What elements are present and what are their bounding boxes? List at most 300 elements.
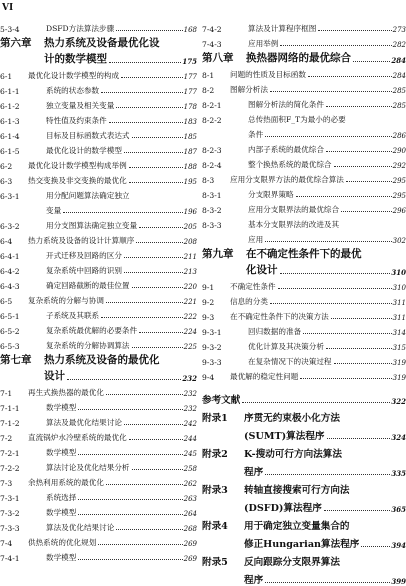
toc-leader-dots — [280, 273, 391, 274]
toc-entry-title: 子系统及其联系 — [46, 311, 100, 320]
toc-leader-dots — [303, 333, 391, 334]
toc-entry — [0, 201, 197, 216]
toc-leader-dots — [327, 438, 391, 439]
toc-entry-page: 311 — [392, 314, 406, 322]
toc-leader-dots — [116, 30, 182, 31]
toc-entry-number: 8-2 — [202, 86, 215, 95]
toc-entry-page: 188 — [183, 163, 197, 171]
toc-leader-dots — [98, 544, 182, 545]
toc-entry-number: 附录1 — [202, 413, 228, 424]
toc-leader-dots — [326, 151, 392, 152]
toc-entry-title: 复杂系统中回路的识别 — [46, 266, 122, 275]
toc-entry-page: 177 — [183, 88, 197, 96]
toc-leader-dots — [326, 106, 392, 107]
toc-entry-number: 9-3-1 — [202, 328, 222, 337]
toc-leader-dots — [265, 241, 391, 242]
toc-entry-number: 9-3-2 — [202, 343, 222, 352]
toc-entry-page: 224 — [183, 328, 197, 336]
toc-entry-title: (SUMT)算法程序 — [244, 431, 325, 442]
toc-leader-dots — [78, 499, 182, 500]
toc-entry-number: 6-1-5 — [0, 147, 20, 156]
toc-entry — [202, 292, 406, 307]
toc-entry-title: 最优化设计数学模型的构成 — [28, 71, 120, 80]
toc-leader-dots — [326, 348, 392, 349]
toc-entry-page: 310 — [391, 268, 406, 277]
toc-entry-title: 参考文献 — [202, 395, 241, 406]
toc-entry-page: 225 — [183, 343, 197, 351]
toc-entry-page: 365 — [391, 505, 406, 514]
toc-leader-dots — [63, 212, 182, 213]
toc-leader-dots — [136, 242, 182, 243]
toc-entry-number: 第六章 — [0, 37, 32, 49]
toc-entry-title: DSFD方法算法步骤 — [46, 24, 115, 33]
toc-entry-number: 8-2-1 — [202, 101, 222, 110]
toc-entry-page: 195 — [183, 178, 197, 186]
toc-entry — [0, 458, 197, 473]
toc-entry-page: 258 — [183, 465, 197, 473]
toc-entry-number: 附录2 — [202, 449, 228, 460]
toc-entry-title: 换热器网络的最优综合 — [246, 52, 351, 64]
toc-entry-number: 7-1-1 — [0, 404, 20, 413]
toc-entry-page: 221 — [183, 298, 197, 306]
toc-entry — [0, 291, 197, 306]
toc-entry-title: 问题的性质及目标函数 — [230, 70, 306, 79]
toc-entry-title: 算法及优化结果讨论 — [46, 523, 115, 532]
toc-entry-title: 数学模型 — [46, 508, 77, 517]
toc-entry — [202, 110, 406, 125]
toc-entry-number: 8-1 — [202, 71, 215, 80]
toc-entry — [202, 388, 406, 406]
toc-entry — [202, 568, 406, 586]
toc-entry-number: 附录4 — [202, 521, 228, 532]
toc-entry — [202, 532, 406, 550]
toc-entry — [202, 185, 406, 200]
toc-leader-dots — [78, 409, 182, 410]
toc-entry-title: 算法及计算程序框图 — [248, 24, 317, 33]
toc-leader-dots — [106, 394, 183, 395]
toc-entry — [202, 215, 406, 230]
toc-leader-dots — [101, 317, 182, 318]
toc-entry — [202, 170, 406, 185]
toc-entry-number: 9-3 — [202, 313, 215, 322]
toc-entry — [202, 322, 406, 337]
toc-entry-page: 269 — [183, 555, 197, 563]
toc-entry — [202, 514, 406, 532]
toc-entry-number: 6-2 — [0, 162, 13, 171]
toc-entry — [202, 337, 406, 352]
toc-leader-dots — [116, 529, 182, 530]
toc-entry-title: 用分配问题算法确定独立 — [46, 191, 130, 200]
toc-entry — [0, 111, 197, 126]
toc-entry-page: 284 — [392, 72, 406, 80]
toc-leader-dots — [324, 510, 391, 511]
toc-entry — [202, 352, 406, 367]
toc-entry-number: 6-5 — [0, 297, 13, 306]
toc-entry-page: 175 — [182, 57, 197, 66]
toc-entry-page: 296 — [392, 207, 406, 215]
toc-entry — [0, 276, 197, 291]
toc-entry-page: 205 — [183, 223, 197, 231]
toc-leader-dots — [296, 196, 392, 197]
toc-entry-title: 修正Hungarian算法程序 — [244, 539, 360, 550]
toc-entry-number: 7-1-2 — [0, 419, 20, 428]
toc-entry-number: 第九章 — [202, 248, 234, 260]
toc-entry-page: 244 — [183, 435, 197, 443]
toc-entry-title: 热交变换及非交变换的最优化 — [28, 176, 127, 185]
toc-entry-title: 用分支图算法确定独立变量 — [46, 221, 138, 230]
toc-entry-title: 确定回路截断的最佳位置 — [46, 281, 130, 290]
toc-leader-dots — [132, 137, 183, 138]
toc-entry-title: 基本分支限界法的改进及其 — [248, 220, 340, 229]
toc-leader-dots — [124, 272, 183, 273]
toc-entry-page: 213 — [183, 268, 197, 276]
toc-entry-title: 开式迁移及回路的区分 — [46, 251, 122, 260]
toc-entry-page: 242 — [183, 420, 197, 428]
toc-entry-number: 6-4 — [0, 237, 13, 246]
toc-entry-number: 附录5 — [202, 557, 228, 568]
toc-entry-title: 应用分支限界方法的最优综合算法 — [230, 175, 344, 184]
toc-leader-dots — [346, 181, 392, 182]
toc-entry-page: 295 — [392, 192, 406, 200]
toc-entry-title: 变量 — [46, 206, 62, 215]
toc-leader-dots — [353, 61, 390, 62]
toc-entry-number: 7-4-1 — [0, 554, 20, 563]
toc-entry-page: 324 — [391, 433, 406, 442]
toc-leader-dots — [124, 152, 183, 153]
toc-entry-page: 285 — [392, 87, 406, 95]
toc-entry — [202, 245, 406, 261]
toc-entry-page: 284 — [391, 56, 406, 65]
toc-entry — [0, 428, 197, 443]
toc-entry — [0, 141, 197, 156]
toc-entry — [202, 65, 406, 80]
toc-entry-title: 图解分析法 — [230, 85, 268, 94]
toc-leader-dots — [139, 332, 183, 333]
toc-leader-dots — [300, 378, 391, 379]
toc-entry-title: 复杂系统的分解协调算法 — [46, 341, 130, 350]
toc-entry — [0, 488, 197, 503]
toc-entry-number: 6-4-2 — [0, 267, 20, 276]
toc-entry — [202, 424, 406, 442]
toc-entry-number: 6-5-3 — [0, 342, 20, 351]
toc-entry-title: 最优化设计的数学模型 — [46, 146, 122, 155]
toc-leader-dots — [361, 546, 390, 547]
toc-entry-page: 319 — [392, 359, 406, 367]
toc-entry — [0, 548, 197, 563]
toc-entry-title: 热力系统及设备最优化设 — [44, 37, 160, 49]
toc-leader-dots — [116, 107, 182, 108]
toc-entry-number: 6-1-2 — [0, 102, 20, 111]
toc-entry — [202, 277, 406, 292]
toc-entry — [0, 126, 197, 141]
toc-entry-number: 6-1-4 — [0, 132, 20, 141]
toc-entry — [202, 478, 406, 496]
toc-entry-number: 6-4-3 — [0, 282, 20, 291]
toc-leader-dots — [242, 402, 390, 403]
toc-entry — [202, 34, 406, 49]
toc-entry-title: 设计 — [44, 370, 65, 382]
toc-entry-title: 余热利用系统的最优化 — [28, 478, 104, 487]
toc-entry-page: 187 — [183, 148, 197, 156]
toc-leader-dots — [331, 318, 392, 319]
toc-entry-number: 8-3 — [202, 176, 215, 185]
toc-entry-title: 目标及目标函数式表达式 — [46, 131, 130, 140]
toc-leader-dots — [121, 77, 183, 78]
toc-entry — [0, 321, 197, 336]
toc-leader-dots — [129, 182, 183, 183]
toc-leader-dots — [132, 287, 183, 288]
toc-entry-number: 6-5-1 — [0, 312, 20, 321]
toc-leader-dots — [270, 91, 392, 92]
toc-entry — [0, 81, 197, 96]
toc-leader-dots — [139, 227, 183, 228]
toc-entry-number: 7-1 — [0, 389, 13, 398]
toc-entry-title: 总传热面积F_T为最小的必要 — [248, 115, 346, 124]
toc-entry-page: 322 — [391, 397, 406, 406]
toc-entry — [0, 336, 197, 351]
toc-entry — [202, 80, 406, 95]
toc-entry — [0, 518, 197, 533]
toc-entry-title: (DSFD)算法程序 — [244, 503, 322, 514]
toc-entry — [0, 19, 197, 34]
toc-entry-page: 168 — [183, 26, 197, 34]
toc-entry-page: 295 — [392, 177, 406, 185]
toc-leader-dots — [270, 303, 392, 304]
toc-entry-number: 6-3-2 — [0, 222, 20, 231]
toc-entry-number: 6-1-3 — [0, 117, 20, 126]
toc-leader-dots — [265, 136, 391, 137]
toc-entry-title: 程序 — [244, 575, 264, 586]
toc-entry-title: 优化计算及其决策分析 — [248, 342, 324, 351]
toc-entry-page: 245 — [183, 450, 197, 458]
toc-entry-number: 7-4-2 — [202, 25, 222, 34]
toc-entry-title: 转轴直接搜索可行方向法 — [244, 485, 350, 496]
toc-entry-number: 6-5-2 — [0, 327, 20, 336]
toc-entry — [0, 261, 197, 276]
toc-entry — [0, 413, 197, 428]
toc-entry-title: 应用举例 — [248, 39, 279, 48]
toc-entry-title: 算法及最优化结果讨论 — [46, 418, 122, 427]
toc-entry-title: 供热系统的优化规划 — [28, 538, 97, 547]
toc-entry-title: 内部子系统的最优综合 — [248, 145, 324, 154]
toc-entry-title: 回归数据的准备 — [248, 327, 302, 336]
toc-entry — [0, 34, 197, 50]
toc-entry — [202, 95, 406, 110]
toc-leader-dots — [129, 167, 183, 168]
toc-entry-title: 复杂系统最优解的必要条件 — [46, 326, 138, 335]
toc-entry-page: 282 — [392, 41, 406, 49]
toc-entry-page: 290 — [392, 147, 406, 155]
toc-leader-dots — [132, 347, 183, 348]
toc-entry-title: 在复杂情况下的决策过程 — [248, 357, 332, 366]
toc-entry-page: 183 — [183, 118, 197, 126]
toc-entry-title: 不确定性条件 — [230, 282, 276, 291]
toc-entry-number: 8-3-2 — [202, 206, 222, 215]
toc-entry-page: 310 — [392, 284, 406, 292]
toc-entry-page: 196 — [183, 208, 197, 216]
toc-entry-number: 7-4 — [0, 539, 13, 548]
toc-entry-title: 序贯无约束极小化方法 — [244, 413, 340, 424]
toc-entry — [202, 367, 406, 382]
toc-leader-dots — [280, 45, 391, 46]
toc-entry — [0, 383, 197, 398]
toc-entry-page: 394 — [391, 541, 406, 550]
toc-entry-number: 8-3-1 — [202, 191, 222, 200]
toc-entry-title: 最优化设计数学模型构成举例 — [28, 161, 127, 170]
toc-entry — [0, 306, 197, 321]
toc-entry-number: 7-2-1 — [0, 449, 20, 458]
toc-entry-title: 计的数学模型 — [44, 53, 107, 65]
toc-entry-number: 第八章 — [202, 52, 234, 64]
toc-entry-number: 7-3-3 — [0, 524, 20, 533]
toc-entry — [0, 398, 197, 413]
toc-leader-dots — [129, 439, 183, 440]
toc-entry — [202, 19, 406, 34]
toc-entry-number: 6-1 — [0, 72, 13, 81]
toc-entry-number: 8-3-3 — [202, 221, 222, 230]
toc-entry — [0, 473, 197, 488]
toc-entry-page: 302 — [392, 237, 406, 245]
toc-entry-number: 5-3-4 — [0, 25, 20, 34]
toc-entry-number: 8-2-3 — [202, 146, 222, 155]
toc-entry-title: 再生式换热器的最优化 — [28, 388, 104, 397]
toc-entry-page: 208 — [183, 238, 197, 246]
toc-entry-title: 数学模型 — [46, 553, 77, 562]
toc-entry-number: 8-2-4 — [202, 161, 222, 170]
toc-entry-page: 399 — [391, 577, 406, 586]
toc-leader-dots — [265, 474, 390, 475]
toc-entry-page: 292 — [392, 162, 406, 170]
toc-entry-page: 222 — [183, 313, 197, 321]
toc-entry-title: 信息的分类 — [230, 297, 268, 306]
toc-entry-page: 232 — [182, 374, 197, 383]
toc-left-column — [0, 19, 197, 563]
toc-leader-dots — [318, 30, 391, 31]
toc-leader-dots — [132, 469, 183, 470]
toc-entry-title: 整个换热系统的最优综合 — [248, 160, 332, 169]
toc-entry-title: 独立变量及相关变量 — [46, 101, 115, 110]
toc-entry-title: 图解分析法的简化条件 — [248, 100, 324, 109]
toc-leader-dots — [106, 484, 183, 485]
toc-entry-title: 反向跟踪分支限界算法 — [244, 557, 340, 568]
toc-entry-title: 应用分支限界法的最优综合 — [248, 205, 340, 214]
toc-entry — [202, 200, 406, 215]
toc-entry — [0, 503, 197, 518]
toc-entry-page: 269 — [183, 540, 197, 548]
toc-leader-dots — [78, 514, 182, 515]
toc-entry-page: 185 — [183, 133, 197, 141]
toc-entry-title: 程序 — [244, 467, 264, 478]
toc-entry-page: 262 — [183, 480, 197, 488]
toc-entry — [0, 533, 197, 548]
toc-entry-page: 268 — [183, 525, 197, 533]
toc-leader-dots — [308, 76, 392, 77]
toc-entry-number: 7-2 — [0, 434, 13, 443]
toc-entry-page: 263 — [183, 495, 197, 503]
toc-entry-number: 9-2 — [202, 298, 215, 307]
toc-entry-number: 6-3-1 — [0, 192, 20, 201]
toc-leader-dots — [334, 166, 392, 167]
toc-entry — [202, 460, 406, 478]
toc-leader-dots — [101, 92, 182, 93]
toc-entry-number: 7-2-2 — [0, 464, 20, 473]
toc-leader-dots — [106, 302, 183, 303]
toc-entry-title: 最优解的稳定性问题 — [230, 372, 299, 381]
toc-entry-number: 8-2-2 — [202, 116, 222, 125]
toc-entry-title: 数学模型 — [46, 448, 77, 457]
toc-entry — [202, 49, 406, 65]
toc-entry-page: 177 — [183, 73, 197, 81]
toc-entry-title: 化设计 — [246, 264, 278, 276]
toc-leader-dots — [334, 363, 392, 364]
toc-entry-title: 直流锅炉水冷壁系统的最优化 — [28, 433, 127, 442]
toc-leader-dots — [109, 122, 183, 123]
toc-entry — [202, 550, 406, 568]
toc-entry — [202, 230, 406, 245]
toc-leader-dots — [265, 582, 390, 583]
toc-entry-title: 在不确定性条件下的最优 — [246, 248, 362, 260]
toc-entry-number: 7-3-1 — [0, 494, 20, 503]
toc-entry-title: 算法讨论及优化结果分析 — [46, 463, 130, 472]
toc-leader-dots — [78, 454, 182, 455]
toc-entry — [202, 261, 406, 277]
toc-entry-page: 315 — [392, 344, 406, 352]
page-number: VI — [2, 3, 14, 13]
toc-entry-number: 第七章 — [0, 354, 32, 366]
toc-entry — [0, 156, 197, 171]
toc-entry-title: 用于确定独立变量集合的 — [244, 521, 350, 532]
toc-entry — [0, 186, 197, 201]
toc-leader-dots — [67, 379, 181, 380]
toc-entry-page: 232 — [183, 405, 197, 413]
toc-entry-number: 附录3 — [202, 485, 228, 496]
toc-entry — [0, 66, 197, 81]
toc-entry-title: 复杂系统的分解与协调 — [28, 296, 104, 305]
toc-entry-title: 应用 — [248, 235, 264, 244]
toc-leader-dots — [341, 211, 392, 212]
toc-entry — [0, 443, 197, 458]
toc-entry-number: 7-3-2 — [0, 509, 20, 518]
toc-entry — [0, 351, 197, 367]
toc-entry-page: 319 — [392, 374, 406, 382]
toc-entry-number: 6-1-1 — [0, 87, 20, 96]
toc-entry — [0, 367, 197, 383]
toc-entry — [202, 442, 406, 460]
toc-entry-page: 314 — [392, 329, 406, 337]
toc-entry-title: 系统选择 — [46, 493, 77, 502]
toc-entry-title: 热力系统及设备的设计计算顺序 — [28, 236, 135, 245]
toc-entry-page: 220 — [183, 283, 197, 291]
toc-entry — [0, 231, 197, 246]
toc-entry — [0, 246, 197, 261]
toc-entry — [202, 155, 406, 170]
toc-entry-page: 311 — [392, 299, 406, 307]
toc-entry-title: 分支限界策略 — [248, 190, 294, 199]
toc-entry-title: 特性值及约束条件 — [46, 116, 107, 125]
toc-right-column — [202, 19, 406, 586]
toc-entry-title: 在不确定性条件下的决策方法 — [230, 312, 329, 321]
toc-entry-number: 6-4-1 — [0, 252, 20, 261]
toc-entry-title: 系统的状态参数 — [46, 86, 100, 95]
toc-entry-number: 9-1 — [202, 283, 215, 292]
toc-entry-page: 285 — [392, 102, 406, 110]
toc-entry-number: 6-3 — [0, 177, 13, 186]
toc-leader-dots — [124, 257, 183, 258]
toc-entry-page: 264 — [183, 510, 197, 518]
toc-leader-dots — [78, 559, 182, 560]
toc-entry — [0, 96, 197, 111]
toc-leader-dots — [124, 424, 183, 425]
